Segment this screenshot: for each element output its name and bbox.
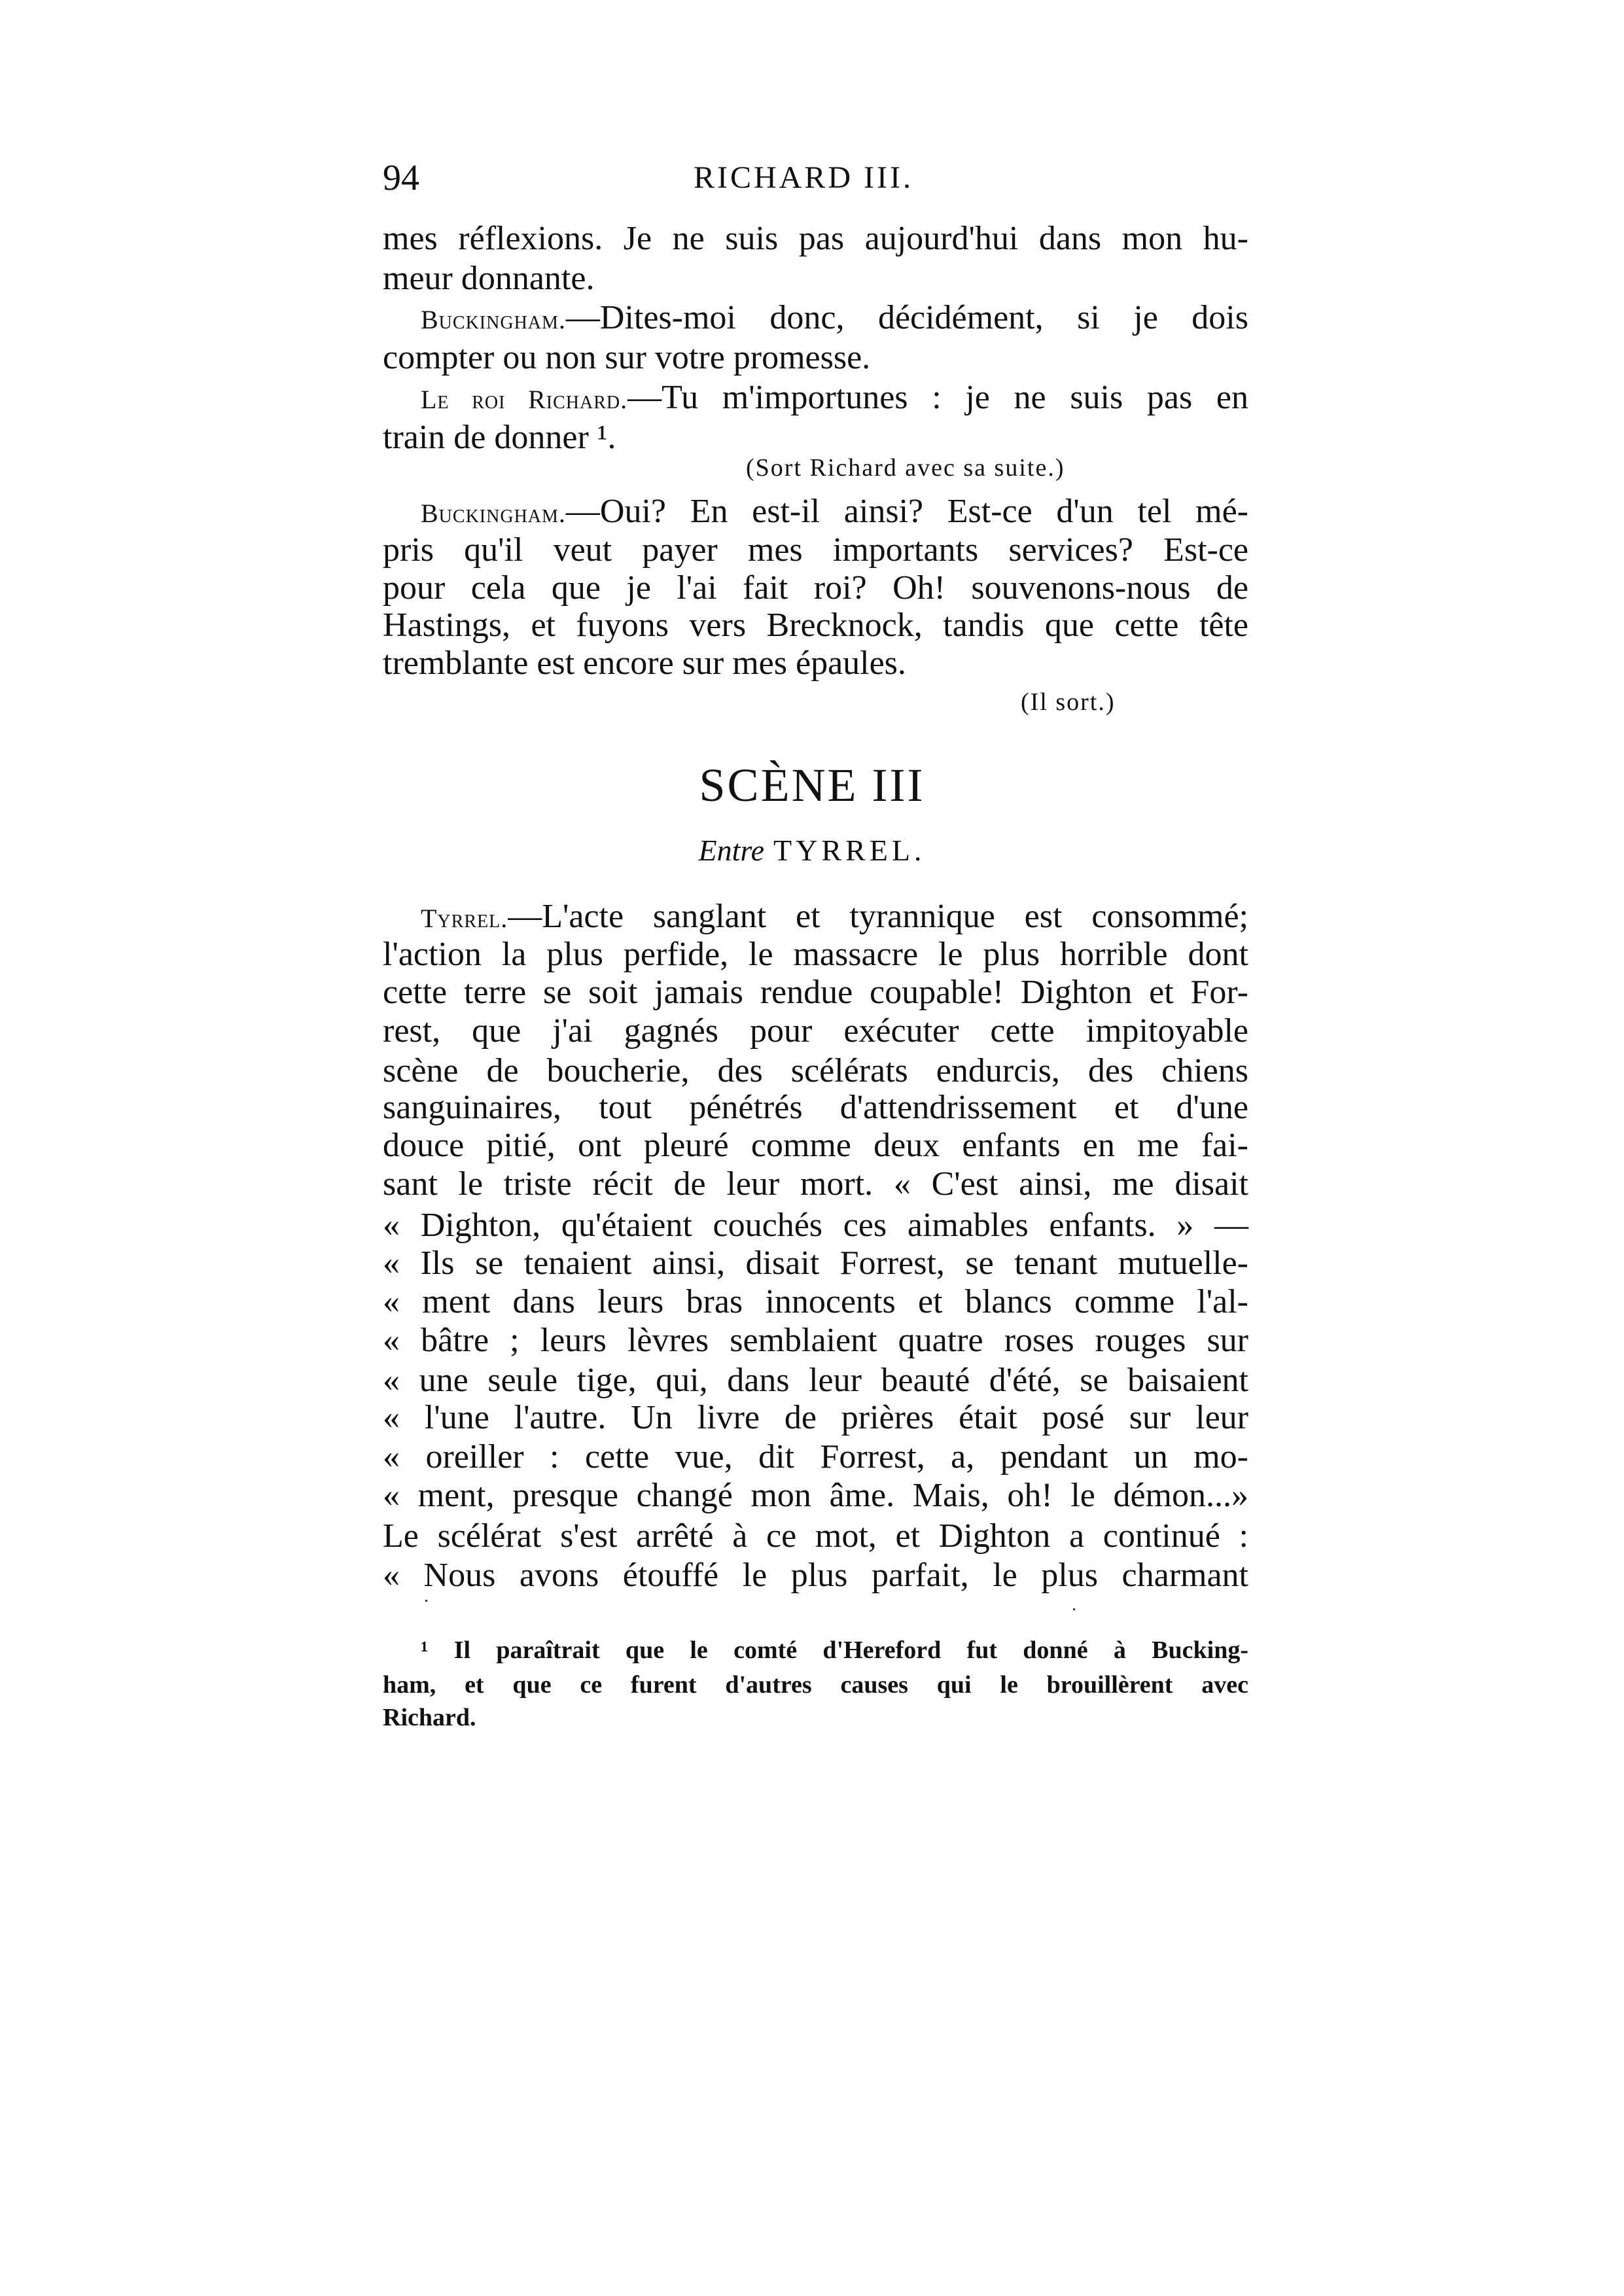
line-text: l'action la plus perfide, le massacre le plus horrible dont [383, 936, 1248, 973]
text-line [383, 530, 1248, 571]
line-text: « ment dans leurs bras innocents et blancs comme l'al- [383, 1283, 1248, 1320]
footnote-line [383, 1701, 1248, 1734]
text-line [383, 1243, 1248, 1284]
text-line [383, 1360, 1248, 1401]
line-text: sanguinaires, tout pénétrés d'attendrissement et d'une [383, 1089, 1248, 1126]
line-text: cette terre se soit jamais rendue coupable! Dighton et For- [383, 974, 1248, 1011]
line-text: —L'acte sanglant et tyrannique est consommé; [508, 898, 1248, 935]
text-line [383, 896, 1248, 939]
line-text: douce pitié, ont pleuré comme deux enfants en me fai- [383, 1127, 1248, 1164]
footnote-line [383, 1669, 1248, 1701]
footnote-line [383, 1634, 1248, 1667]
speaker-name: Buckingham. [421, 499, 566, 528]
line-text: « ment, presque changé mon âme. Mais, oh! le démon...» [383, 1477, 1248, 1514]
page-number: 94 [383, 158, 419, 198]
text-line [383, 1475, 1248, 1516]
line-text: scène de boucherie, des scélérats endurcis, des chiens [383, 1052, 1248, 1089]
line-text: « Ils se tenaient ainsi, disait Forrest, se tenant mutuelle- [383, 1245, 1248, 1282]
line-text: « oreiller : cette vue, dit Forrest, a, pendant un mo- [383, 1438, 1248, 1475]
text-line [383, 605, 1248, 646]
line-text: —Dites-moi donc, décidément, si je dois [565, 299, 1248, 336]
line-text: « Dighton, qu'étaient couchés ces aimables enfants. » — [383, 1207, 1248, 1244]
text-line [383, 1437, 1248, 1477]
line-text: —Tu m'importunes : je ne suis pas en [627, 379, 1248, 416]
line-text: Le scélérat s'est arrêté à ce mot, et Dighton a continué : [383, 1517, 1248, 1555]
stage-direction: (Il sort.) [1021, 688, 1116, 716]
line-text: Hastings, et fuyons vers Brecknock, tandis que cette tête [383, 607, 1248, 644]
line-text: compter ou non sur votre promesse. [383, 339, 871, 376]
speaker-name: Buckingham. [421, 305, 566, 334]
text-line [383, 298, 1248, 340]
text-line [383, 1516, 1248, 1557]
text-line [383, 1205, 1248, 1246]
text-line [383, 643, 1248, 684]
line-text: pris qu'il veut payer mes importants services? Est-ce [383, 531, 1248, 569]
text-line [383, 568, 1248, 609]
text-line [383, 1320, 1248, 1361]
line-text: sant le triste récit de leur mort. « C'est ainsi, me disait [383, 1165, 1248, 1203]
text-line [383, 1011, 1248, 1051]
speck [1073, 1608, 1075, 1610]
text-line [383, 934, 1248, 975]
text-line [383, 972, 1248, 1013]
scene-title: SCÈNE III [699, 759, 925, 811]
text-line [383, 378, 1248, 420]
line-text: ham, et que ce furent d'autres causes qui le brouillèrent avec [383, 1671, 1248, 1699]
scene-entry [0, 831, 1624, 870]
line-text: « une seule tige, qui, dans leur beauté d'été, se baisaient [383, 1362, 1248, 1399]
speaker-name: Le roi Richard. [421, 385, 628, 414]
line-text: « bâtre ; leurs lèvres semblaient quatre roses rouges sur [383, 1322, 1248, 1359]
line-text: rest, que j'ai gagnés pour exécuter cette impitoyable [383, 1012, 1248, 1050]
text-line [383, 491, 1248, 534]
line-text: « l'une l'autre. Un livre de prières était posé sur leur [383, 1399, 1248, 1436]
line-text: tremblante est encore sur mes épaules. [383, 645, 906, 682]
entry-label: Entre [698, 834, 765, 867]
speck [425, 1600, 427, 1602]
text-line [383, 338, 1248, 378]
running-title: RICHARD III. [694, 160, 913, 195]
text-line [383, 1087, 1248, 1128]
line-text: —Oui? En est-il ainsi? Est-ce d'un tel mé- [565, 493, 1248, 530]
speaker-name: Tyrrel. [421, 904, 508, 933]
stage-direction: (Sort Richard avec sa suite.) [746, 454, 1065, 482]
text-line [383, 1282, 1248, 1322]
text-line [383, 219, 1248, 259]
line-text: meur donnante. [383, 260, 595, 297]
line-text: mes réflexions. Je ne suis pas aujourd'hui dans mon hu- [383, 220, 1248, 257]
line-text: pour cela que je l'ai fait roi? Oh! souvenons-nous de [383, 569, 1248, 607]
text-line [383, 1555, 1248, 1596]
text-line [383, 1051, 1248, 1091]
entry-character: TYRREL. [773, 834, 926, 867]
text-line [383, 1125, 1248, 1166]
line-text: ¹ Il paraîtrait que le comté d'Hereford fut donné à Bucking- [421, 1636, 1248, 1664]
text-line [383, 1398, 1248, 1438]
line-text: « Nous avons étouffé le plus parfait, le plus charmant [383, 1557, 1248, 1594]
line-text: Richard. [383, 1704, 476, 1731]
text-line [383, 258, 1248, 299]
text-line [383, 1164, 1248, 1205]
line-text: train de donner ¹. [383, 419, 616, 456]
